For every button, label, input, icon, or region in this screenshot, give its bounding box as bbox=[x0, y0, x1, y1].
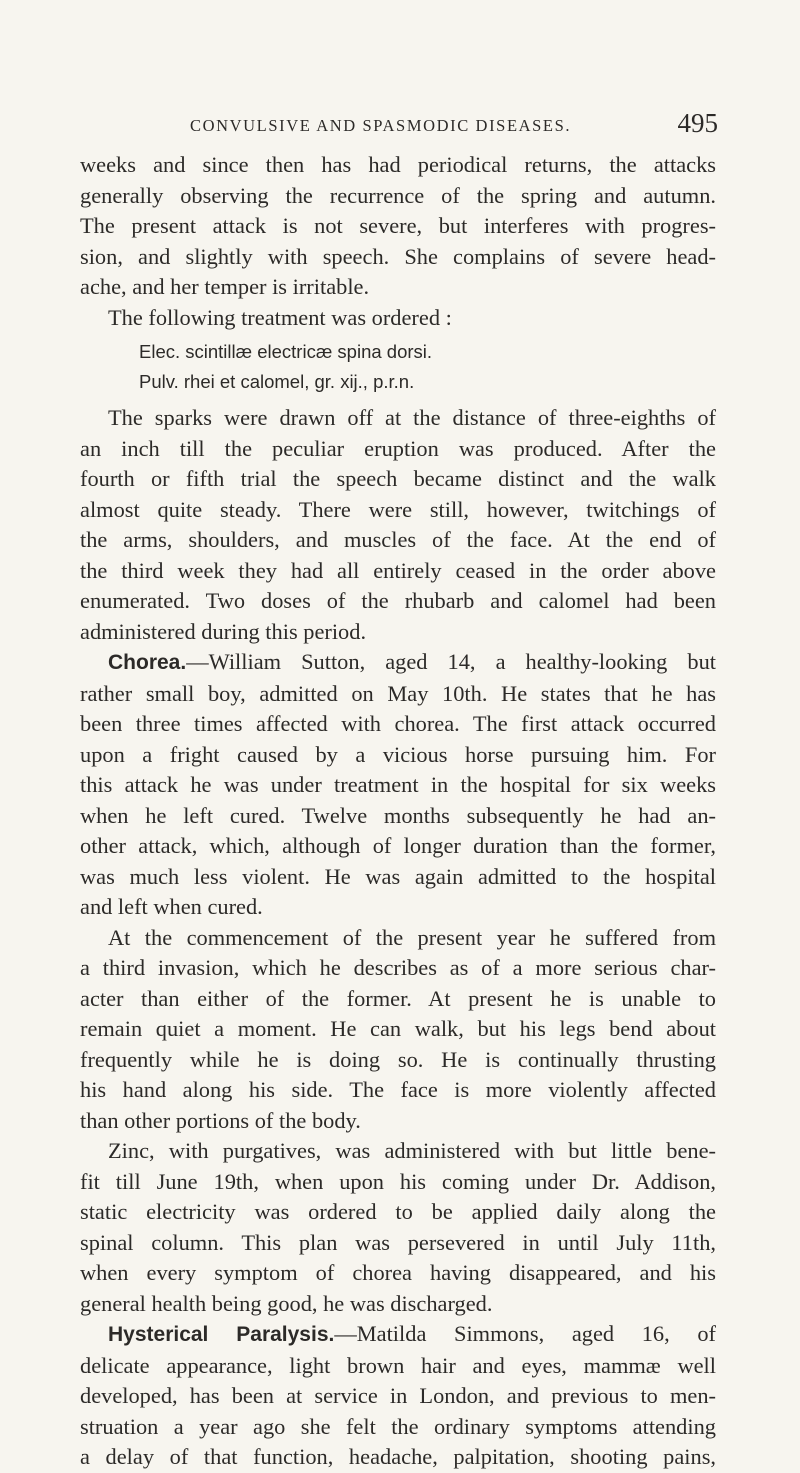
text-line: when every symptom of chorea having disappeared, and his bbox=[80, 1260, 716, 1285]
text-line: At the commencement of the present year he suffered from bbox=[108, 924, 716, 950]
text-line: this attack he was under treatment in the hospital for six weeks bbox=[80, 772, 716, 797]
running-head-title: CONVULSIVE AND SPASMODIC DISEASES. bbox=[190, 116, 572, 135]
text-line: delicate appearance, light brown hair and eyes, mammæ well bbox=[80, 1352, 716, 1378]
text-line: other attack, which, although of longer duration than the former, bbox=[80, 833, 716, 858]
text-line bbox=[80, 1319, 716, 1351]
text-line: upon a fright caused by a vicious horse pursuing him. For bbox=[80, 741, 716, 767]
text-line: fit till June 19th, when upon his coming under Dr. Addison, bbox=[80, 1168, 716, 1194]
text-line: been three times affected with chorea. The first attack occurred bbox=[80, 711, 716, 736]
paragraph-commencement bbox=[80, 923, 716, 1137]
text-line: The present attack is not severe, but interferes with progres- bbox=[80, 213, 716, 238]
body-text bbox=[80, 150, 716, 1473]
paragraph-hysterical-paralysis bbox=[80, 1319, 716, 1473]
text-line: was much less violent. He was again admitted to the hospital bbox=[80, 863, 716, 889]
text-line: a delay of that function, headache, palpitation, shooting pains, bbox=[80, 1444, 716, 1469]
paragraph-sparks bbox=[80, 403, 716, 647]
text-line: static electricity was ordered to be applied daily along the bbox=[80, 1199, 716, 1224]
text-line: remain quiet a moment. He can walk, but his legs bend about bbox=[80, 1016, 716, 1041]
prescription-block bbox=[80, 337, 716, 397]
text-line: general health being good, he was discharged. bbox=[80, 1290, 493, 1316]
text-line: generally observing the recurrence of the spring and autumn. bbox=[80, 182, 716, 208]
text-line: his hand along his side. The face is more violently affected bbox=[80, 1077, 716, 1102]
paragraph-continuation bbox=[80, 150, 716, 303]
prescription-line: Pulv. rhei et calomel, gr. xij., p.r.n. bbox=[139, 371, 415, 392]
text-line: The sparks were drawn off at the distance of three-eighths of bbox=[108, 405, 716, 430]
paragraph-zinc bbox=[80, 1136, 716, 1319]
text-line: an inch till the peculiar eruption was produced. After the bbox=[80, 435, 716, 461]
text-line: rather small boy, admitted on May 10th. He states that he has bbox=[80, 680, 716, 706]
text-run: —Matilda Simmons, aged 16, of bbox=[334, 1321, 716, 1346]
paragraph-chorea bbox=[80, 647, 716, 923]
text-run: —William Sutton, aged 14, a healthy-looking but bbox=[186, 649, 716, 674]
text-line: ache, and her temper is irritable. bbox=[80, 274, 370, 299]
running-head bbox=[80, 106, 716, 142]
text-line: a third invasion, which he describes as of a more serious char- bbox=[80, 955, 716, 980]
text-line: and left when cured. bbox=[80, 894, 263, 919]
text-line: weeks and since then has had periodical returns, the attacks bbox=[80, 152, 716, 177]
text-line: frequently while he is doing so. He is continually thrusting bbox=[80, 1046, 716, 1072]
section-heading-hysterical-paralysis: Hysterical Paralysis. bbox=[108, 1323, 335, 1346]
text-line: spinal column. This plan was persevered in until July 11th, bbox=[80, 1229, 716, 1255]
text-line: The following treatment was ordered : bbox=[108, 304, 452, 330]
text-line: struation a year ago she felt the ordinary symptoms attending bbox=[80, 1413, 716, 1439]
text-line: fourth or fifth trial the speech became distinct and the walk bbox=[80, 466, 716, 491]
text-line: than other portions of the body. bbox=[80, 1107, 361, 1133]
text-line: almost quite steady. There were still, however, twitchings of bbox=[80, 496, 716, 522]
text-line: developed, has been at service in London, and previous to men- bbox=[80, 1383, 716, 1408]
text-line: the arms, shoulders, and muscles of the face. At the end of bbox=[80, 527, 716, 552]
text-line: when he left cured. Twelve months subsequently he had an- bbox=[80, 802, 716, 828]
paragraph-treatment bbox=[80, 303, 716, 334]
text-line: acter than either of the former. At present he is unable to bbox=[80, 985, 716, 1011]
text-line: enumerated. Two doses of the rhubarb and calomel had been bbox=[80, 588, 716, 613]
text-line: administered during this period. bbox=[80, 618, 367, 644]
text-line: sion, and slightly with speech. She complains of severe head- bbox=[80, 243, 716, 269]
text-line: Zinc, with purgatives, was administered with but little bene- bbox=[108, 1138, 716, 1163]
page-number: 495 bbox=[677, 108, 718, 138]
prescription-line: Elec. scintillæ electricæ spina dorsi. bbox=[139, 341, 433, 362]
text-line: the third week they had all entirely ceased in the order above bbox=[80, 557, 716, 583]
text-line bbox=[80, 647, 716, 679]
section-heading-chorea: Chorea. bbox=[108, 651, 187, 674]
